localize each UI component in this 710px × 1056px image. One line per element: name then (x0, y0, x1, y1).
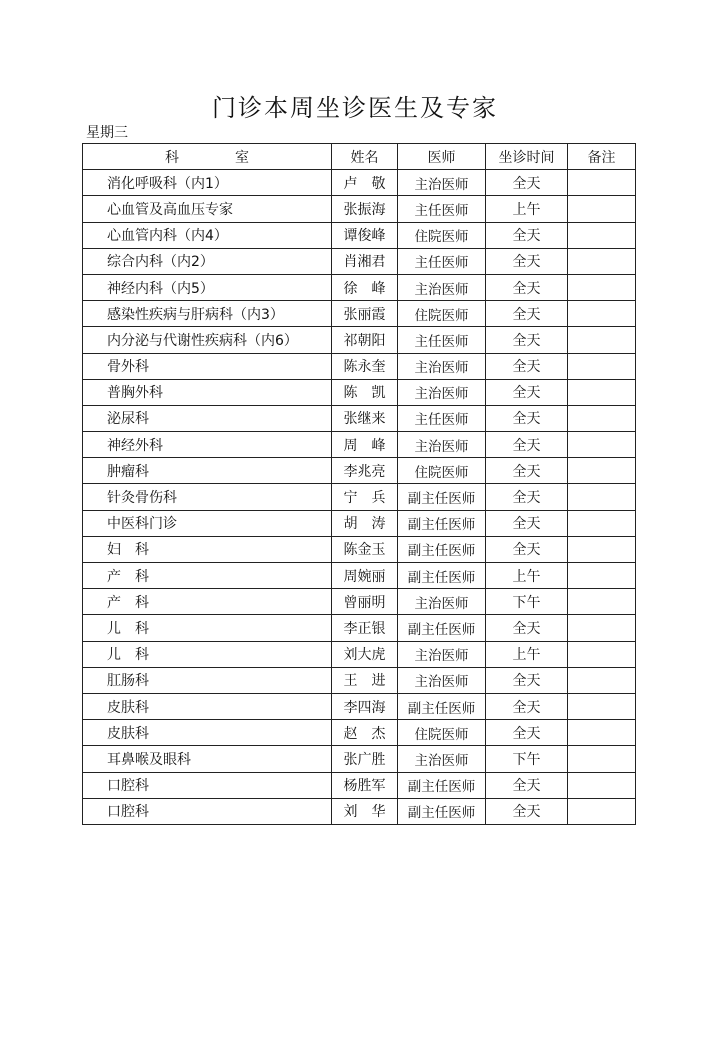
department-cell: 耳鼻喉及眼科 (83, 746, 332, 772)
clinic-time-cell: 全天 (486, 405, 568, 431)
clinic-time-cell: 全天 (486, 510, 568, 536)
department-cell: 产 科 (83, 589, 332, 615)
doctor-title-cell: 主治医师 (398, 432, 486, 458)
table-row (83, 327, 636, 353)
doctor-name-cell: 卢 敬 (332, 170, 398, 196)
table-row (83, 248, 636, 274)
table-row (83, 196, 636, 222)
department-cell: 感染性疾病与肝病科（内3） (83, 301, 332, 327)
department-cell: 肿瘤科 (83, 458, 332, 484)
doctor-name-cell: 陈 凯 (332, 379, 398, 405)
clinic-time-cell: 全天 (486, 772, 568, 798)
department-cell: 儿 科 (83, 641, 332, 667)
doctor-title-cell: 副主任医师 (398, 693, 486, 719)
table-header-row (83, 144, 636, 170)
department-cell: 心血管内科（内4） (83, 222, 332, 248)
note-cell (568, 196, 636, 222)
doctor-name-cell: 周 峰 (332, 432, 398, 458)
clinic-time-cell: 下午 (486, 746, 568, 772)
doctor-title-cell: 住院医师 (398, 301, 486, 327)
weekday-label: 星期三 (86, 125, 128, 141)
doctor-title-cell: 主治医师 (398, 589, 486, 615)
table-row (83, 432, 636, 458)
department-cell: 针灸骨伤科 (83, 484, 332, 510)
department-cell: 皮肤科 (83, 720, 332, 746)
clinic-time-cell: 全天 (486, 432, 568, 458)
note-cell (568, 484, 636, 510)
table-row (83, 170, 636, 196)
header-time: 坐诊时间 (486, 144, 568, 170)
doctor-name-cell: 徐 峰 (332, 274, 398, 300)
header-department: 科 室 (83, 144, 332, 170)
department-cell: 泌尿科 (83, 405, 332, 431)
note-cell (568, 274, 636, 300)
doctor-name-cell: 刘大虎 (332, 641, 398, 667)
note-cell (568, 170, 636, 196)
table-row (83, 222, 636, 248)
clinic-time-cell: 下午 (486, 589, 568, 615)
clinic-time-cell: 全天 (486, 798, 568, 824)
note-cell (568, 458, 636, 484)
doctor-title-cell: 住院医师 (398, 222, 486, 248)
doctor-title-cell: 主任医师 (398, 405, 486, 431)
department-cell: 心血管及高血压专家 (83, 196, 332, 222)
department-cell: 普胸外科 (83, 379, 332, 405)
doctor-title-cell: 主任医师 (398, 327, 486, 353)
table-row (83, 458, 636, 484)
page-title: 门诊本周坐诊医生及专家 (212, 94, 498, 122)
note-cell (568, 405, 636, 431)
note-cell (568, 301, 636, 327)
note-cell (568, 798, 636, 824)
doctor-name-cell: 张振海 (332, 196, 398, 222)
note-cell (568, 772, 636, 798)
doctor-title-cell: 副主任医师 (398, 563, 486, 589)
table-row (83, 563, 636, 589)
header-name: 姓名 (332, 144, 398, 170)
note-cell (568, 432, 636, 458)
doctor-title-cell: 主治医师 (398, 379, 486, 405)
table-row (83, 641, 636, 667)
note-cell (568, 693, 636, 719)
table-row (83, 536, 636, 562)
table-row (83, 589, 636, 615)
clinic-time-cell: 全天 (486, 222, 568, 248)
department-cell: 神经内科（内5） (83, 274, 332, 300)
note-cell (568, 248, 636, 274)
note-cell (568, 667, 636, 693)
note-cell (568, 720, 636, 746)
doctor-name-cell: 刘 华 (332, 798, 398, 824)
table-row (83, 510, 636, 536)
doctor-title-cell: 主治医师 (398, 170, 486, 196)
clinic-time-cell: 全天 (486, 667, 568, 693)
department-cell: 皮肤科 (83, 693, 332, 719)
table-row (83, 615, 636, 641)
department-cell: 消化呼吸科（内1） (83, 170, 332, 196)
department-cell: 综合内科（内2） (83, 248, 332, 274)
note-cell (568, 327, 636, 353)
table-row (83, 301, 636, 327)
table-row (83, 772, 636, 798)
doctor-name-cell: 张继来 (332, 405, 398, 431)
clinic-time-cell: 全天 (486, 379, 568, 405)
department-cell: 神经外科 (83, 432, 332, 458)
doctor-title-cell: 住院医师 (398, 720, 486, 746)
doctor-name-cell: 宁 兵 (332, 484, 398, 510)
doctor-title-cell: 副主任医师 (398, 536, 486, 562)
note-cell (568, 563, 636, 589)
department-cell: 妇 科 (83, 536, 332, 562)
clinic-time-cell: 全天 (486, 693, 568, 719)
clinic-time-cell: 全天 (486, 327, 568, 353)
doctor-name-cell: 周婉丽 (332, 563, 398, 589)
department-cell: 骨外科 (83, 353, 332, 379)
doctor-title-cell: 主任医师 (398, 248, 486, 274)
doctor-title-cell: 副主任医师 (398, 510, 486, 536)
header-note: 备注 (568, 144, 636, 170)
doctor-name-cell: 张丽霞 (332, 301, 398, 327)
doctor-name-cell: 曾丽明 (332, 589, 398, 615)
doctor-title-cell: 主任医师 (398, 196, 486, 222)
doctor-name-cell: 李正银 (332, 615, 398, 641)
note-cell (568, 536, 636, 562)
table-row (83, 693, 636, 719)
doctor-name-cell: 祁朝阳 (332, 327, 398, 353)
clinic-time-cell: 上午 (486, 196, 568, 222)
table-row (83, 746, 636, 772)
doctor-name-cell: 陈金玉 (332, 536, 398, 562)
table-row (83, 484, 636, 510)
doctor-name-cell: 赵 杰 (332, 720, 398, 746)
header-title: 医师 (398, 144, 486, 170)
doctor-title-cell: 主治医师 (398, 667, 486, 693)
table-row (83, 379, 636, 405)
schedule-table (82, 143, 636, 825)
doctor-title-cell: 副主任医师 (398, 615, 486, 641)
department-cell: 儿 科 (83, 615, 332, 641)
clinic-time-cell: 全天 (486, 458, 568, 484)
doctor-name-cell: 陈永奎 (332, 353, 398, 379)
note-cell (568, 615, 636, 641)
clinic-time-cell: 全天 (486, 301, 568, 327)
doctor-title-cell: 副主任医师 (398, 772, 486, 798)
table-row (83, 798, 636, 824)
clinic-time-cell: 全天 (486, 720, 568, 746)
table-row (83, 667, 636, 693)
doctor-title-cell: 主治医师 (398, 641, 486, 667)
doctor-title-cell: 主治医师 (398, 353, 486, 379)
note-cell (568, 379, 636, 405)
doctor-title-cell: 主治医师 (398, 274, 486, 300)
table-row (83, 274, 636, 300)
note-cell (568, 641, 636, 667)
department-cell: 口腔科 (83, 798, 332, 824)
note-cell (568, 510, 636, 536)
doctor-title-cell: 副主任医师 (398, 798, 486, 824)
doctor-name-cell: 李四海 (332, 693, 398, 719)
department-cell: 肛肠科 (83, 667, 332, 693)
doctor-title-cell: 副主任医师 (398, 484, 486, 510)
department-cell: 中医科门诊 (83, 510, 332, 536)
department-cell: 产 科 (83, 563, 332, 589)
doctor-name-cell: 杨胜军 (332, 772, 398, 798)
doctor-title-cell: 住院医师 (398, 458, 486, 484)
clinic-time-cell: 全天 (486, 484, 568, 510)
table-row (83, 353, 636, 379)
doctor-title-cell: 主治医师 (398, 746, 486, 772)
department-cell: 内分泌与代谢性疾病科（内6） (83, 327, 332, 353)
clinic-time-cell: 全天 (486, 170, 568, 196)
note-cell (568, 746, 636, 772)
doctor-name-cell: 胡 涛 (332, 510, 398, 536)
doctor-name-cell: 张广胜 (332, 746, 398, 772)
clinic-time-cell: 上午 (486, 563, 568, 589)
note-cell (568, 353, 636, 379)
clinic-time-cell: 全天 (486, 274, 568, 300)
clinic-time-cell: 上午 (486, 641, 568, 667)
department-cell: 口腔科 (83, 772, 332, 798)
note-cell (568, 589, 636, 615)
clinic-time-cell: 全天 (486, 248, 568, 274)
clinic-time-cell: 全天 (486, 353, 568, 379)
note-cell (568, 222, 636, 248)
doctor-name-cell: 谭俊峰 (332, 222, 398, 248)
doctor-name-cell: 肖湘君 (332, 248, 398, 274)
table-row (83, 405, 636, 431)
doctor-name-cell: 王 进 (332, 667, 398, 693)
table-row (83, 720, 636, 746)
doctor-name-cell: 李兆亮 (332, 458, 398, 484)
clinic-time-cell: 全天 (486, 615, 568, 641)
clinic-time-cell: 全天 (486, 536, 568, 562)
